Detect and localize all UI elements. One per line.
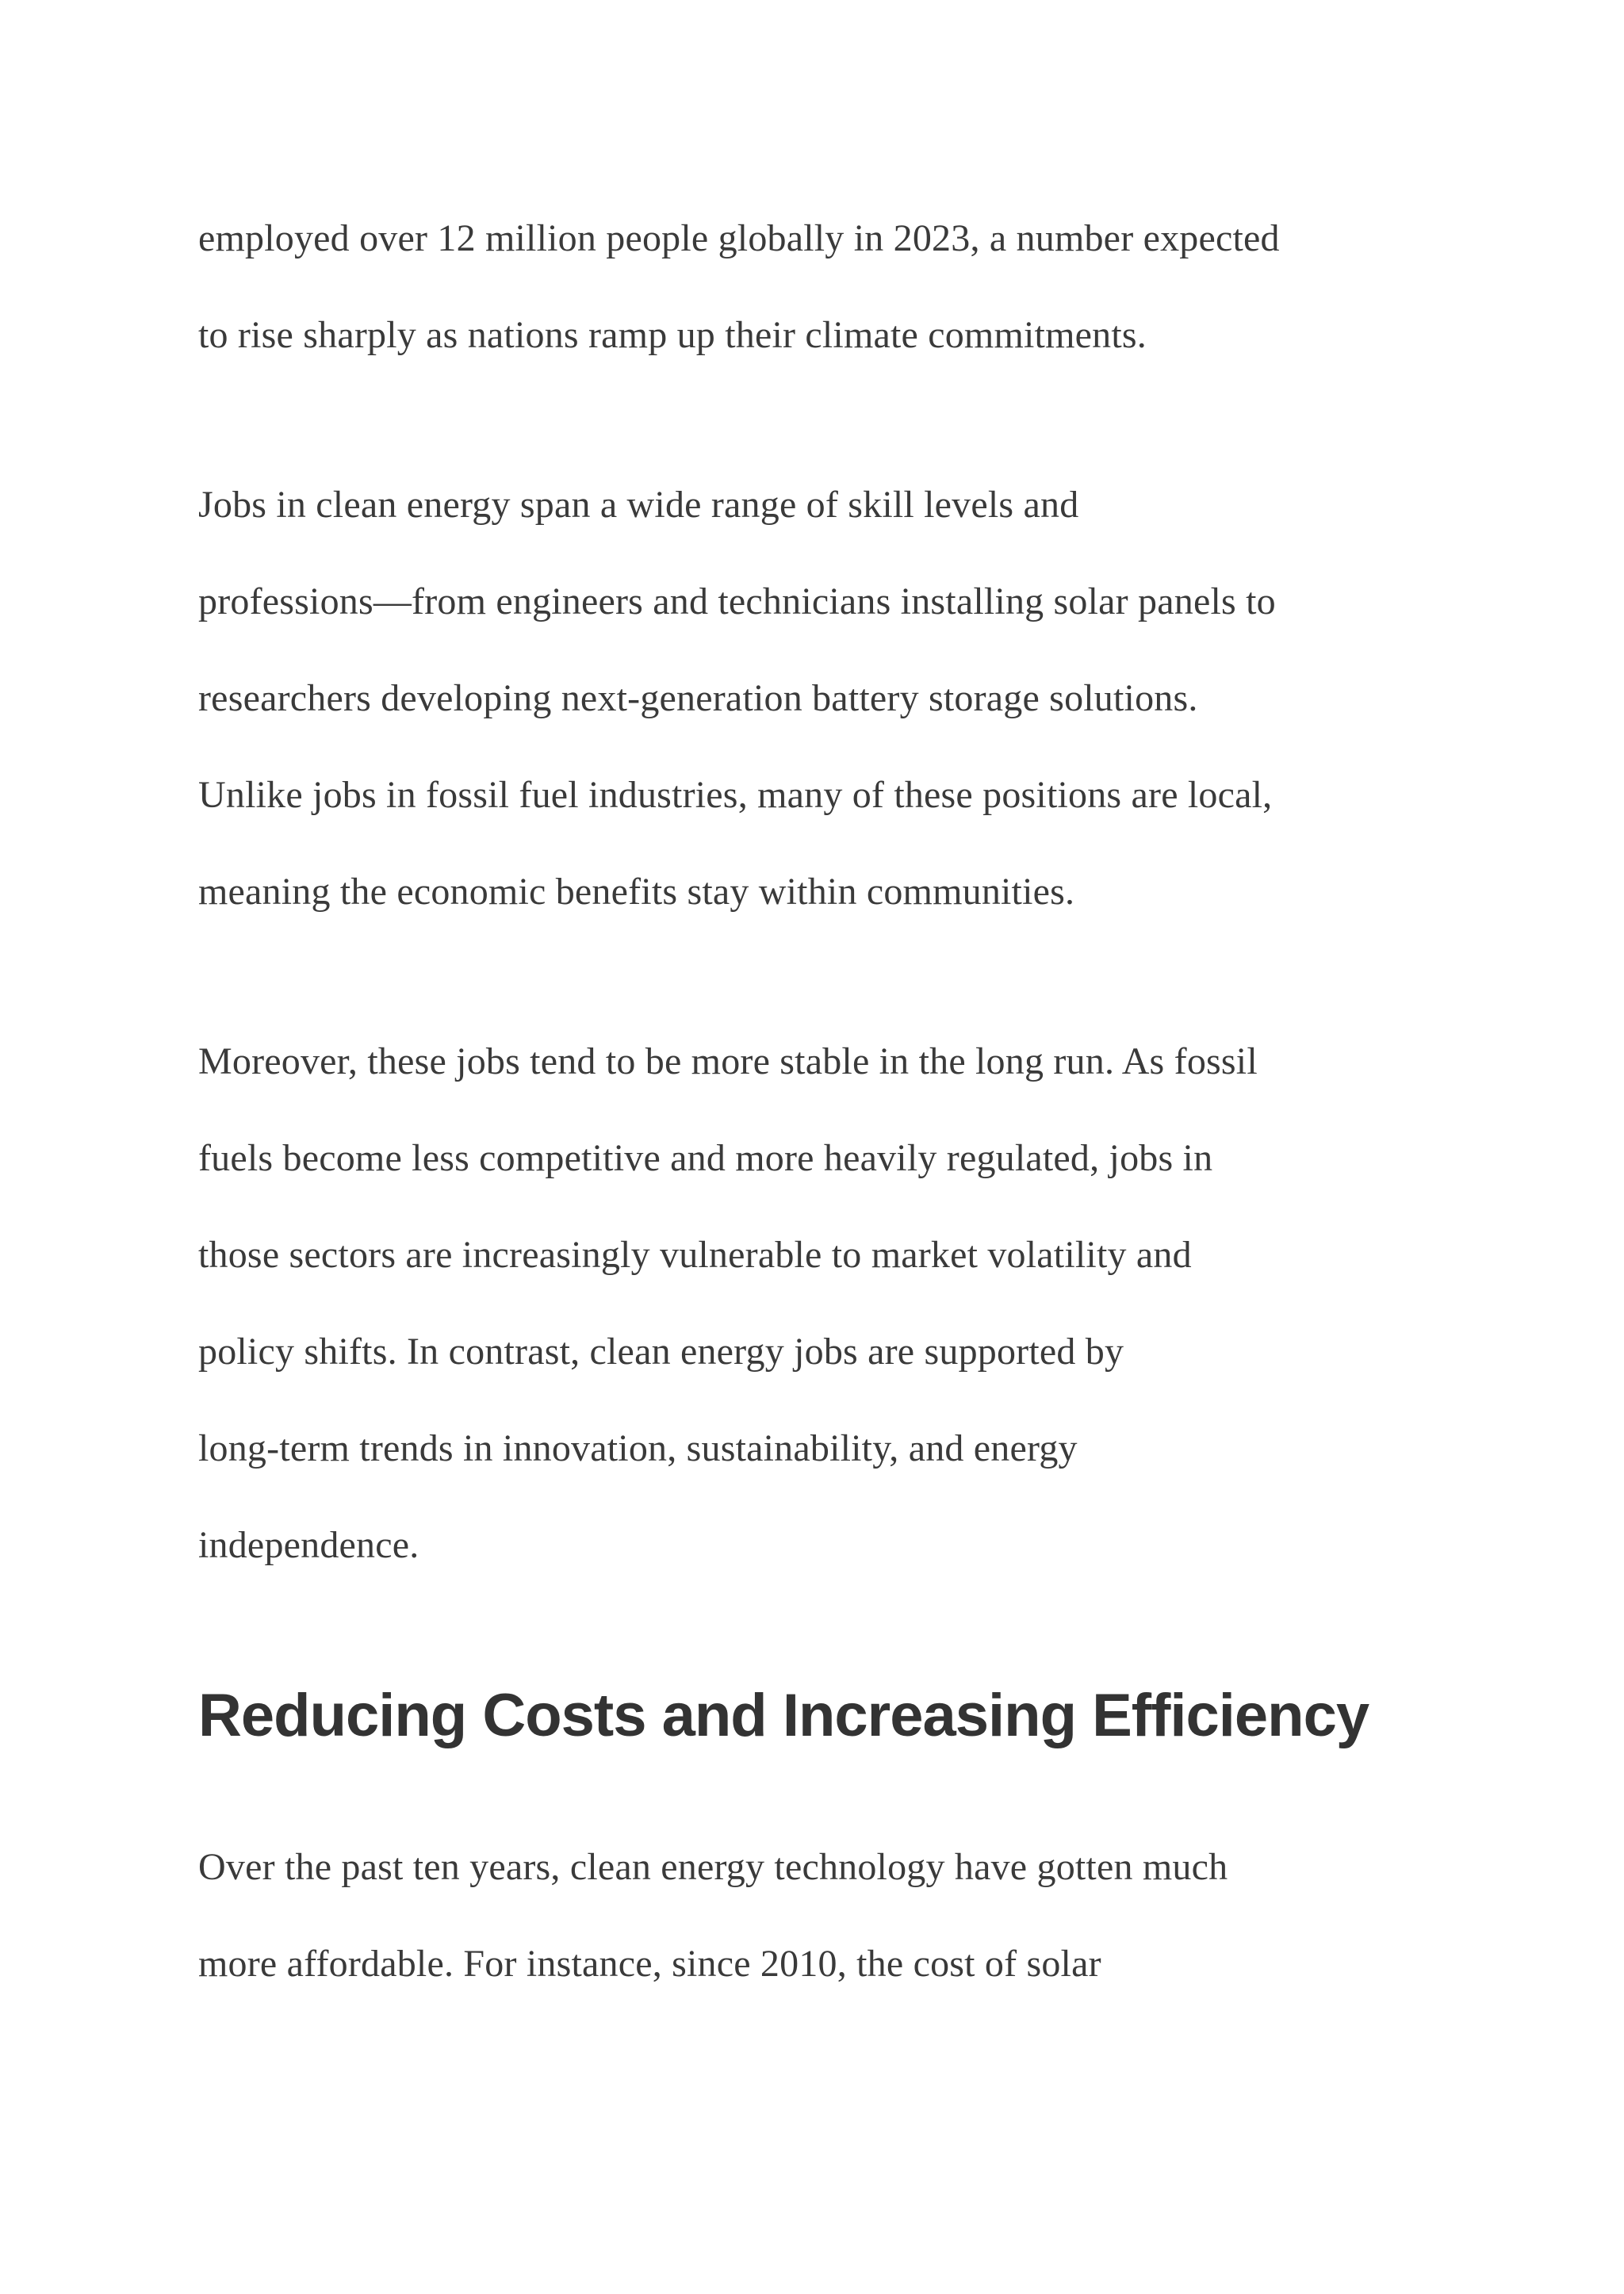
text-line: fuels become less competitive and more heavily regulated, jobs in xyxy=(198,1137,1213,1179)
text-line: policy shifts. In contrast, clean energy jobs are supported by xyxy=(198,1331,1124,1373)
paragraph-gap xyxy=(198,384,1451,457)
section-heading: Reducing Costs and Increasing Efficiency xyxy=(198,1682,1369,1749)
text-line: Unlike jobs in fossil fuel industries, many of these positions are local, xyxy=(198,774,1273,816)
paragraph-cost-reduction xyxy=(198,1819,1451,2013)
text-line: professions—from engineers and technicians installing solar panels to xyxy=(198,580,1276,622)
text-line: researchers developing next-generation battery storage solutions. xyxy=(198,677,1198,719)
text-line: long-term trends in innovation, sustainability, and energy xyxy=(198,1427,1078,1469)
text-line: Jobs in clean energy span a wide range of skill levels and xyxy=(198,484,1079,526)
heading-gap xyxy=(198,1756,1451,1819)
paragraph-job-range xyxy=(198,457,1451,940)
section-gap xyxy=(198,1594,1451,1676)
paragraph-job-stability xyxy=(198,1013,1451,1594)
text-line: employed over 12 million people globally in 2023, a number expected xyxy=(198,217,1280,259)
text-line: to rise sharply as nations ramp up their climate commitments. xyxy=(198,314,1147,356)
text-line: more affordable. For instance, since 2010, the cost of solar xyxy=(198,1943,1101,1985)
text-line: those sectors are increasingly vulnerable to market volatility and xyxy=(198,1234,1192,1276)
text-line: meaning the economic benefits stay within communities. xyxy=(198,871,1075,913)
text-line: independence. xyxy=(198,1524,419,1566)
text-line: Moreover, these jobs tend to be more stable in the long run. As fossil xyxy=(198,1040,1258,1082)
document-body xyxy=(198,190,1451,2013)
paragraph-gap xyxy=(198,940,1451,1013)
paragraph-employment-figures xyxy=(198,190,1451,384)
text-line: Over the past ten years, clean energy technology have gotten much xyxy=(198,1846,1228,1888)
